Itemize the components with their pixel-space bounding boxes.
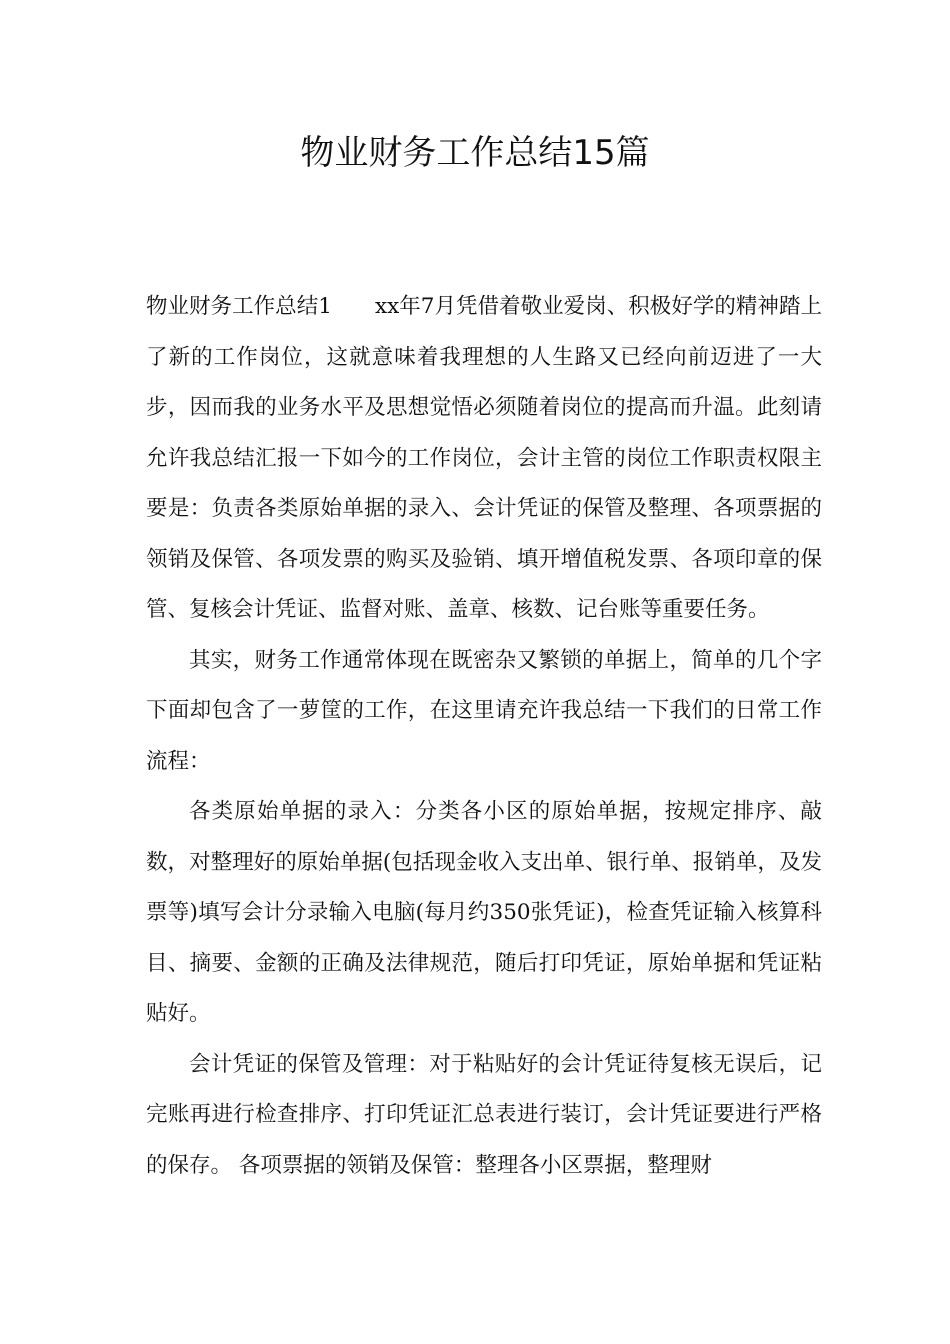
document-title: 物业财务工作总结15篇: [300, 133, 650, 173]
document-body: [146, 282, 822, 1191]
paragraph-2: 其实，财务工作通常体现在既密杂又繁锁的单据上，简单的几个字下面却包含了一萝筐的工作，在这里请充许我总结一下我们的日常工作流程：: [146, 647, 822, 774]
paragraph-3: 各类原始单据的录入：分类各小区的原始单据，按规定排序、敲数，对整理好的原始单据(包括现金收入支出单、银行单、报销单，及发票等)填写会计分录输入电脑(每月约350张凭证)，检查凭证输入核算科目、摘要、金额的正确及法律规范，随后打印凭证，原始单据和凭证粘贴好。: [146, 799, 822, 1026]
paragraph-1: 物业财务工作总结1 xx年7月凭借着敬业爱岗、积极好学的精神踏上了新的工作岗位，这就意味着我理想的人生路又已经向前迈进了一大步，因而我的业务水平及思想觉悟必须随着岗位的提高而升温。此刻请允许我总结汇报一下如今的工作岗位，会计主管的岗位工作职责权限主要是：负责各类原始单据的录入、会计凭证的保管及整理、各项票据的领销及保管、各项发票的购买及验销、填开增值税发票、各项印章的保管、复核会计凭证、监督对账、盖章、核数、记台账等重要任务。: [146, 294, 822, 622]
paragraph-4: 会计凭证的保管及管理：对于粘贴好的会计凭证待复核无误后，记完账再进行检查排序、打印凭证汇总表进行装订，会计凭证要进行严格的保存。 各项票据的领销及保管：整理各小区票据，整理财: [146, 1051, 822, 1178]
